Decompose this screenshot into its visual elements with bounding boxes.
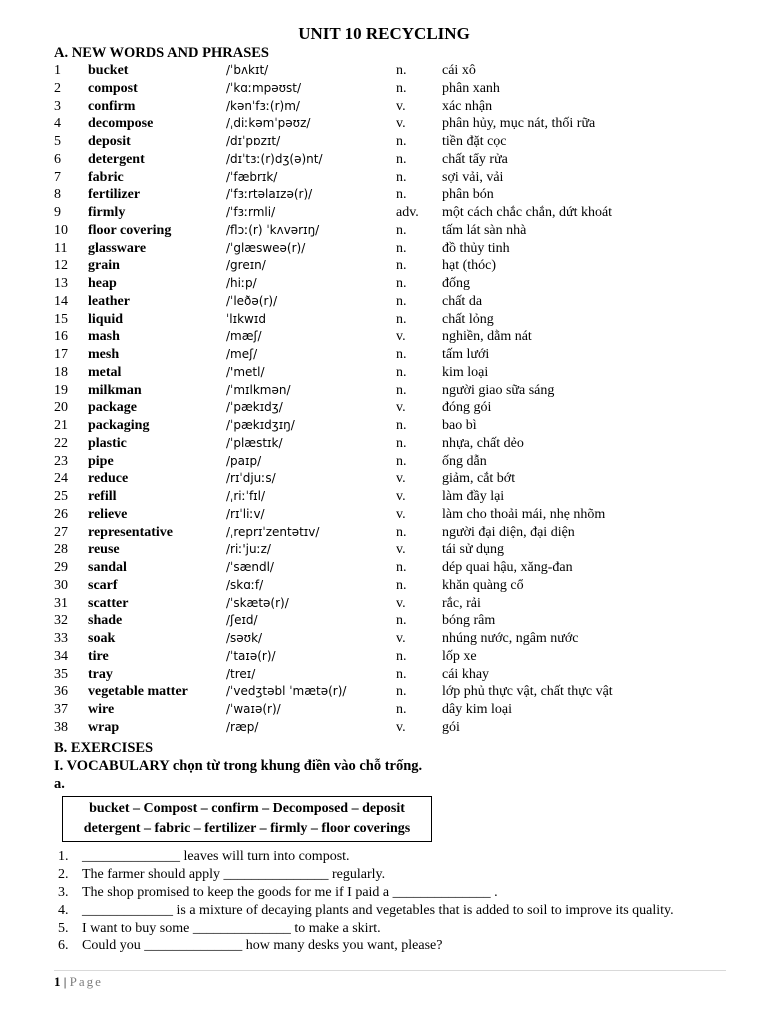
vocab-number: 14: [54, 293, 68, 309]
vocab-number: 22: [54, 435, 68, 451]
vocab-word: grain: [88, 258, 120, 274]
exercise-item: [54, 866, 734, 884]
vocab-meaning: tái sử dụng: [442, 542, 505, 558]
vocab-number: 9: [54, 205, 61, 220]
vocab-pronunciation: /ˈpækɪdʒ/: [226, 400, 283, 415]
vocab-meaning: giảm, cắt bớt: [442, 471, 516, 487]
vocab-pronunciation: /ˈtaɪə(r)/: [226, 648, 276, 663]
vocab-part-of-speech: n.: [396, 418, 407, 433]
vocab-row: [54, 293, 734, 311]
vocab-part-of-speech: v.: [396, 719, 406, 735]
vocab-word: plastic: [88, 435, 127, 451]
vocab-number: 27: [54, 524, 68, 540]
vocab-word: confirm: [88, 98, 136, 114]
exercise-item: [54, 902, 734, 920]
vocab-row: [54, 328, 734, 346]
exercise-item: [54, 937, 734, 955]
vocab-meaning: lốp xe: [442, 648, 477, 664]
vocab-pronunciation: /mæʃ/: [226, 329, 262, 344]
vocab-pronunciation: /ˈleðə(r)/: [226, 293, 278, 308]
vocab-part-of-speech: v.: [396, 595, 406, 611]
vocab-word: mesh: [88, 347, 120, 362]
vocab-part-of-speech: n.: [396, 134, 407, 149]
vocab-word: reuse: [88, 542, 120, 558]
vocab-row: [54, 417, 734, 435]
exercise-sentence: The farmer should apply _______________ regularly.: [82, 866, 386, 882]
vocab-meaning: tấm lát sàn nhà: [442, 222, 527, 238]
vocab-meaning: người đại diện, đại diện: [442, 524, 575, 540]
vocab-word: refill: [88, 489, 117, 504]
vocab-word: leather: [88, 293, 130, 309]
exercise-sentence: ______________ leaves will turn into compost.: [82, 849, 350, 864]
vocab-row: [54, 612, 734, 630]
vocab-meaning: dây kim loại: [442, 702, 512, 717]
vocab-word: scarf: [88, 577, 118, 593]
vocab-meaning: nghiền, dằm nát: [442, 329, 532, 345]
vocab-part-of-speech: v.: [396, 542, 406, 558]
vocab-word: fabric: [88, 169, 124, 185]
vocab-pronunciation: /ˌreprɪˈzentətɪv/: [226, 524, 320, 539]
vocab-pronunciation: /ˈglæsweə(r)/: [226, 240, 306, 255]
page-footer: [54, 974, 103, 990]
vocab-pronunciation: /treɪ/: [226, 666, 256, 681]
vocab-row: [54, 701, 734, 719]
vocab-pronunciation: /kənˈfɜː(r)m/: [226, 98, 300, 113]
vocab-row: [54, 719, 734, 737]
vocab-word: relieve: [88, 506, 128, 522]
vocab-pronunciation: /hiːp/: [226, 276, 257, 290]
word-box: [62, 796, 432, 842]
vocab-word: wire: [88, 702, 115, 717]
footer-separator: |: [60, 974, 70, 989]
vocab-part-of-speech: v.: [396, 471, 406, 487]
vocab-number: 15: [54, 311, 68, 327]
vocab-pronunciation: /ræp/: [226, 719, 259, 734]
vocab-part-of-speech: n.: [396, 577, 407, 593]
vocab-row: [54, 399, 734, 417]
page-title: UNIT 10 RECYCLING: [298, 24, 470, 43]
vocab-word: mash: [88, 329, 120, 345]
vocab-number: 7: [54, 169, 61, 185]
vocab-row: [54, 275, 734, 293]
vocab-pronunciation: /skɑːf/: [226, 577, 264, 592]
vocab-pronunciation: /ˈwaɪə(r)/: [226, 702, 281, 716]
exercise-number: 2.: [58, 866, 69, 882]
vocab-part-of-speech: n.: [396, 151, 407, 167]
vocab-meaning: một cách chắc chắn, dứt khoát: [442, 205, 613, 220]
vocab-part-of-speech: n.: [396, 63, 407, 78]
vocab-word: bucket: [88, 63, 129, 78]
vocab-row: [54, 311, 734, 329]
vocab-row: [54, 577, 734, 595]
vocab-part-of-speech: v.: [396, 631, 406, 646]
vocab-word: compost: [88, 80, 138, 96]
vocab-word: decompose: [88, 116, 154, 132]
vocab-part-of-speech: v.: [396, 116, 406, 132]
vocab-word: vegetable matter: [88, 684, 188, 700]
vocab-meaning: chất lỏng: [442, 311, 494, 327]
vocab-part-of-speech: n.: [396, 613, 407, 629]
vocab-pronunciation: ˈlɪkwɪd: [226, 311, 266, 326]
vocab-part-of-speech: n.: [396, 169, 407, 185]
vocab-pronunciation: /ˌriːˈfɪl/: [226, 489, 266, 503]
vocab-part-of-speech: n.: [396, 702, 407, 717]
word-box-line: bucket – Compost – confirm – Decomposed – deposit: [89, 801, 405, 816]
vocab-meaning: làm đầy lại: [442, 489, 505, 504]
vocab-word: liquid: [88, 311, 124, 327]
vocab-meaning: phân xanh: [442, 80, 500, 96]
vocab-meaning: rắc, rải: [442, 595, 481, 611]
exercise-number: 1.: [58, 849, 69, 864]
vocab-word: representative: [88, 524, 174, 540]
vocab-part-of-speech: n.: [396, 524, 407, 540]
vocabulary-table: [54, 62, 734, 737]
vocab-row: [54, 62, 734, 80]
vocab-part-of-speech: n.: [396, 258, 407, 274]
vocab-row: [54, 488, 734, 506]
vocab-pronunciation: /dɪˈpɒzɪt/: [226, 134, 281, 148]
vocab-row: [54, 435, 734, 453]
exercise-number: 4.: [58, 902, 69, 918]
vocab-meaning: kim loại: [442, 364, 489, 380]
vocab-row: [54, 595, 734, 613]
vocab-row: [54, 169, 734, 187]
exercise-sentence: _____________ is a mixture of decaying plants and vegetables that is added to soil to improve its quality.: [82, 902, 674, 918]
exercise-item: [54, 848, 734, 866]
vocab-pronunciation: /meʃ/: [226, 347, 258, 361]
exercise-number: 5.: [58, 920, 69, 936]
vocab-part-of-speech: v.: [396, 506, 406, 522]
vocab-word: tire: [88, 648, 109, 664]
vocab-word: detergent: [88, 151, 145, 167]
vocab-number: 29: [54, 560, 68, 575]
vocab-pronunciation: /ʃeɪd/: [226, 613, 258, 628]
vocab-number: 21: [54, 418, 68, 433]
vocab-number: 11: [54, 240, 68, 256]
page-number: 1: [54, 974, 61, 989]
vocab-pronunciation: /flɔː(r) ˈkʌvərɪŋ/: [226, 222, 320, 237]
vocab-number: 33: [54, 631, 68, 646]
vocab-part-of-speech: n.: [396, 684, 407, 700]
word-box-line: detergent – fabric – fertilizer – firmly – floor coverings: [83, 821, 411, 836]
vocab-pronunciation: /greɪn/: [226, 258, 266, 273]
vocab-row: [54, 98, 734, 116]
vocab-meaning: dép quai hậu, xăng-đan: [442, 560, 573, 575]
vocab-row: [54, 666, 734, 684]
vocab-pronunciation: /dɪˈtɜː(r)dʒ(ə)nt/: [226, 151, 323, 166]
exercise-item: [54, 884, 734, 902]
vocab-word: scatter: [88, 595, 129, 611]
vocab-number: 1: [54, 63, 61, 78]
vocab-meaning: gói: [442, 719, 460, 735]
vocab-number: 32: [54, 613, 68, 629]
vocab-number: 28: [54, 542, 68, 558]
vocab-part-of-speech: n.: [396, 453, 407, 469]
vocab-meaning: đóng gói: [442, 400, 492, 416]
page-label: Page: [69, 974, 103, 989]
vocab-pronunciation: /ˈfɜːrtəlaɪzə(r)/: [226, 187, 313, 202]
vocab-word: tray: [88, 666, 113, 682]
vocab-meaning: làm cho thoải mái, nhẹ nhõm: [442, 506, 606, 522]
vocab-pronunciation: /ˈpækɪdʒɪŋ/: [226, 418, 295, 432]
vocab-part-of-speech: v.: [396, 98, 406, 114]
vocab-number: 13: [54, 276, 68, 291]
vocab-pronunciation: /ˈskætə(r)/: [226, 595, 289, 610]
vocab-row: [54, 630, 734, 648]
exercise-sentence: I want to buy some ______________ to make a skirt.: [82, 920, 381, 936]
vocab-row: [54, 524, 734, 542]
vocab-row: [54, 257, 734, 275]
vocab-word: floor covering: [88, 222, 172, 238]
vocab-meaning: nhựa, chất dẻo: [442, 435, 524, 451]
vocab-meaning: khăn quàng cổ: [442, 577, 524, 593]
vocab-pronunciation: /ˈplæstɪk/: [226, 435, 283, 450]
vocab-row: [54, 222, 734, 240]
vocab-meaning: bóng râm: [442, 613, 496, 629]
vocab-part-of-speech: n.: [396, 435, 407, 451]
vocab-meaning: phân bón: [442, 187, 494, 203]
vocab-meaning: tiền đặt cọc: [442, 134, 507, 149]
exercise-number: 6.: [58, 938, 69, 954]
vocab-pronunciation: /ˈkɑːmpəʊst/: [226, 80, 302, 95]
vocab-row: [54, 186, 734, 204]
vocab-number: 3: [54, 98, 61, 114]
vocab-part-of-speech: n.: [396, 222, 407, 238]
vocab-word: fertilizer: [88, 187, 141, 203]
vocab-number: 5: [54, 134, 61, 149]
vocab-row: [54, 151, 734, 169]
vocab-meaning: chất da: [442, 293, 483, 309]
vocab-part-of-speech: v.: [396, 400, 406, 416]
vocab-meaning: ống dẫn: [442, 453, 487, 469]
exercise-item: [54, 920, 734, 938]
vocab-meaning: cái xô: [442, 63, 476, 78]
vocab-part-of-speech: n.: [396, 80, 407, 96]
vocab-part-of-speech: n.: [396, 382, 407, 398]
vocab-pronunciation: /ˈmɪlkmən/: [226, 382, 291, 397]
vocab-pronunciation: /rɪˈliːv/: [226, 506, 265, 521]
vocab-row: [54, 115, 734, 133]
vocab-meaning: phân hủy, mục nát, thối rữa: [442, 116, 596, 132]
vocab-word: firmly: [88, 205, 126, 220]
vocab-number: 26: [54, 506, 68, 522]
vocab-meaning: sợi vải, vải: [442, 169, 504, 185]
vocab-pronunciation: /ˈvedʒtəbl ˈmætə(r)/: [226, 684, 347, 699]
vocab-row: [54, 346, 734, 364]
vocab-word: packaging: [88, 418, 150, 433]
vocab-number: 30: [54, 577, 68, 593]
vocab-row: [54, 240, 734, 258]
vocab-number: 36: [54, 684, 68, 700]
vocab-pronunciation: /ˌdiːkəmˈpəʊz/: [226, 116, 311, 131]
vocab-part-of-speech: n.: [396, 347, 407, 362]
vocab-meaning: nhúng nước, ngâm nước: [442, 631, 579, 646]
vocab-part-of-speech: n.: [396, 364, 407, 380]
vocab-row: [54, 453, 734, 471]
vocab-number: 18: [54, 364, 68, 380]
vocab-pronunciation: /ˈsændl/: [226, 560, 274, 574]
vocab-row: [54, 80, 734, 98]
exercise-list: [54, 848, 734, 955]
vocab-row: [54, 133, 734, 151]
vocab-meaning: tấm lưới: [442, 347, 490, 362]
vocab-part-of-speech: n.: [396, 293, 407, 309]
vocab-number: 20: [54, 400, 68, 416]
vocab-meaning: hạt (thóc): [442, 258, 497, 274]
vocab-pronunciation: /riː'juːz/: [226, 542, 271, 557]
vocab-part-of-speech: n.: [396, 240, 407, 256]
vocab-word: pipe: [88, 453, 114, 469]
section-a-heading: A. NEW WORDS AND PHRASES: [54, 45, 269, 61]
vocab-word: soak: [88, 631, 116, 646]
vocab-word: metal: [88, 364, 122, 380]
vocab-meaning: chất tẩy rửa: [442, 151, 508, 167]
vocab-word: reduce: [88, 471, 129, 487]
vocab-number: 10: [54, 222, 68, 238]
vocab-pronunciation: /ˈfɜːrmli/: [226, 205, 276, 219]
vocab-number: 8: [54, 187, 61, 203]
vocab-number: 2: [54, 80, 61, 96]
vocab-part-of-speech: v.: [396, 489, 406, 504]
vocab-meaning: người giao sữa sáng: [442, 382, 555, 398]
vocab-pronunciation: /səʊk/: [226, 631, 263, 645]
exercise-heading: I. VOCABULARY chọn từ trong khung điền vào chỗ trống.: [54, 758, 423, 774]
section-b-heading: B. EXERCISES: [54, 740, 154, 756]
vocab-word: deposit: [88, 134, 131, 149]
vocab-row: [54, 204, 734, 222]
vocab-part-of-speech: n.: [396, 187, 407, 203]
vocab-word: glassware: [88, 240, 147, 256]
vocab-number: 17: [54, 347, 68, 362]
vocab-row: [54, 648, 734, 666]
vocab-number: 25: [54, 489, 68, 504]
vocab-number: 12: [54, 258, 68, 274]
vocab-part-of-speech: n.: [396, 276, 407, 291]
vocab-word: package: [88, 400, 137, 416]
vocab-word: wrap: [88, 719, 120, 735]
vocab-part-of-speech: n.: [396, 666, 407, 682]
vocab-number: 4: [54, 116, 61, 132]
vocab-number: 37: [54, 702, 68, 717]
vocab-row: [54, 382, 734, 400]
vocab-word: milkman: [88, 382, 142, 398]
vocab-number: 31: [54, 595, 68, 611]
vocab-part-of-speech: n.: [396, 560, 407, 575]
part-label: a.: [54, 776, 65, 792]
exercise-sentence: The shop promised to keep the goods for me if I paid a ______________ .: [82, 884, 498, 900]
vocab-number: 19: [54, 382, 68, 398]
vocab-pronunciation: /rɪˈdjuːs/: [226, 471, 276, 486]
exercise-number: 3.: [58, 884, 69, 900]
vocab-row: [54, 364, 734, 382]
vocab-pronunciation: /ˈbʌkɪt/: [226, 63, 269, 77]
vocab-part-of-speech: adv.: [396, 205, 419, 220]
vocab-word: sandal: [88, 560, 127, 575]
vocab-word: shade: [88, 613, 123, 629]
vocab-pronunciation: /paɪp/: [226, 453, 262, 468]
vocab-meaning: lớp phủ thực vật, chất thực vật: [442, 684, 613, 700]
vocab-number: 38: [54, 719, 68, 735]
vocab-meaning: đống: [442, 276, 470, 291]
vocab-row: [54, 559, 734, 577]
vocab-meaning: xác nhận: [442, 98, 493, 114]
vocab-pronunciation: /'metl/: [226, 364, 265, 379]
vocab-row: [54, 541, 734, 559]
vocab-meaning: cái khay: [442, 666, 490, 682]
vocab-row: [54, 470, 734, 488]
vocab-pronunciation: /ˈfæbrɪk/: [226, 169, 278, 184]
vocab-number: 6: [54, 151, 61, 167]
vocab-part-of-speech: n.: [396, 648, 407, 664]
vocab-row: [54, 506, 734, 524]
footer-divider: [54, 970, 726, 971]
vocab-number: 16: [54, 329, 68, 345]
vocab-number: 24: [54, 471, 68, 487]
vocab-number: 35: [54, 666, 68, 682]
vocab-part-of-speech: n.: [396, 311, 407, 327]
vocab-part-of-speech: v.: [396, 329, 406, 345]
vocab-meaning: đồ thủy tinh: [442, 240, 510, 256]
exercise-sentence: Could you ______________ how many desks you want, please?: [82, 938, 443, 954]
vocab-row: [54, 683, 734, 701]
vocab-word: heap: [88, 276, 117, 291]
vocab-number: 34: [54, 648, 68, 664]
vocab-meaning: bao bì: [442, 418, 477, 433]
vocab-number: 23: [54, 453, 68, 469]
